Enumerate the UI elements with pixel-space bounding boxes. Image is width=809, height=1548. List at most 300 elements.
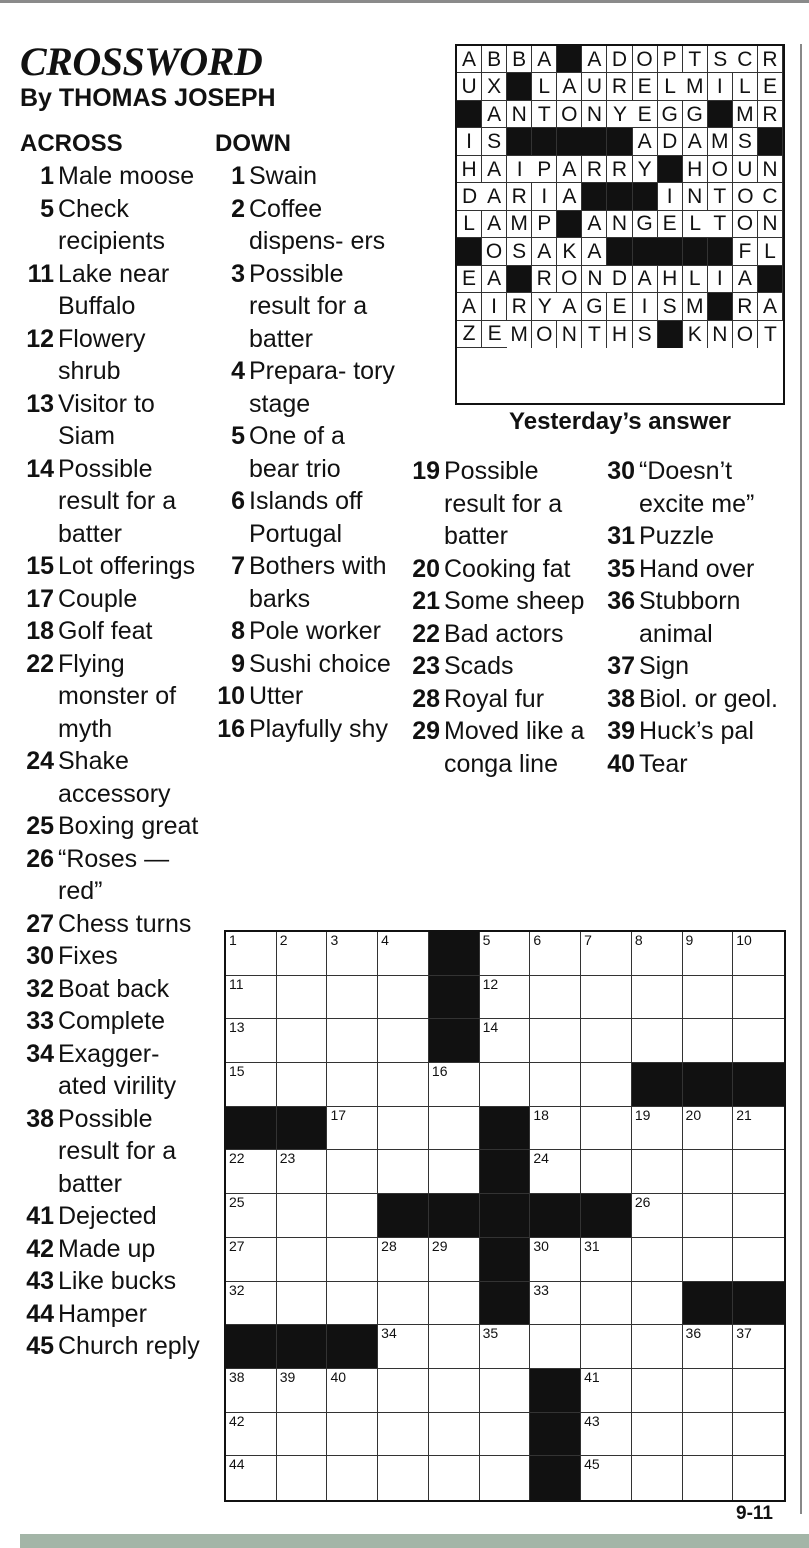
answer-letter-cell: T: [582, 321, 607, 348]
puzzle-cell[interactable]: [429, 1238, 480, 1282]
clue-number: 32: [26, 974, 54, 1003]
puzzle-cell[interactable]: [733, 1107, 784, 1151]
clue-item: [20, 1005, 206, 1038]
clue-text: Coffee dispens- ers: [249, 194, 386, 255]
puzzle-cell[interactable]: [733, 1019, 784, 1063]
puzzle-black-square: [530, 1456, 581, 1500]
answer-letter-cell: M: [683, 293, 708, 320]
clue-text: Bothers with barks: [249, 552, 387, 613]
clue-number: 5: [40, 194, 54, 223]
puzzle-cell[interactable]: [327, 1282, 378, 1326]
puzzle-cell[interactable]: [226, 976, 277, 1020]
puzzle-black-square: [327, 1325, 378, 1369]
answer-letter-cell: A: [457, 46, 482, 73]
puzzle-black-square: [480, 1238, 531, 1282]
puzzle-cell[interactable]: [327, 1456, 378, 1500]
puzzle-black-square: [226, 1107, 277, 1151]
puzzle-cell-number: 39: [279, 1368, 296, 1385]
clue-text: Biol. or geol.: [639, 684, 778, 713]
puzzle-cell[interactable]: [632, 1194, 683, 1238]
answer-letter-cell: X: [482, 73, 507, 100]
clue-item: [605, 553, 785, 586]
clue-item: [605, 683, 785, 716]
puzzle-cell[interactable]: [480, 1019, 531, 1063]
puzzle-cell[interactable]: [733, 932, 784, 976]
answer-black-square: [607, 128, 632, 155]
puzzle-cell[interactable]: [632, 1282, 683, 1326]
clue-text: Couple: [58, 584, 138, 613]
puzzle-cell-number: 23: [279, 1150, 296, 1167]
puzzle-cell[interactable]: [378, 1369, 429, 1413]
clue-item: [605, 715, 785, 748]
puzzle-cell-number: 15: [229, 1063, 245, 1080]
answer-letter-cell: H: [607, 321, 632, 348]
puzzle-cell[interactable]: [480, 1063, 531, 1107]
date-code: 9-11: [736, 1503, 773, 1524]
puzzle-cell[interactable]: [226, 1063, 277, 1107]
answer-letter-cell: C: [733, 46, 758, 73]
puzzle-cell[interactable]: [327, 1150, 378, 1194]
puzzle-black-square: [530, 1413, 581, 1457]
puzzle-black-square: [429, 1194, 480, 1238]
puzzle-cell[interactable]: [733, 1238, 784, 1282]
puzzle-cell[interactable]: [530, 932, 581, 976]
puzzle-cell[interactable]: [378, 1238, 429, 1282]
clue-text: Dejected: [58, 1202, 157, 1230]
puzzle-cell[interactable]: [429, 1413, 480, 1457]
answer-letter-cell: N: [557, 321, 582, 348]
answer-letter-cell: A: [482, 183, 507, 210]
puzzle-cell[interactable]: [277, 932, 328, 976]
puzzle-cell[interactable]: [429, 1107, 480, 1151]
puzzle-cell[interactable]: [733, 1150, 784, 1194]
puzzle-cell[interactable]: [378, 1413, 429, 1457]
puzzle-cell-number: 13: [229, 1019, 245, 1036]
clue-text: Possible result for a batter: [58, 454, 177, 548]
answer-letter-cell: E: [482, 321, 507, 348]
answer-letter-cell: M: [507, 211, 532, 238]
puzzle-cell[interactable]: [683, 976, 734, 1020]
clue-number: 22: [412, 619, 440, 648]
puzzle-cell[interactable]: [733, 976, 784, 1020]
puzzle-cell[interactable]: [683, 1238, 734, 1282]
puzzle-cell[interactable]: [378, 1063, 429, 1107]
clue-number: 15: [26, 552, 54, 580]
puzzle-cell[interactable]: [632, 1369, 683, 1413]
clue-text: Exagger- ated virility: [58, 1039, 177, 1100]
puzzle-cell-number: 37: [736, 1325, 752, 1342]
puzzle-cell[interactable]: [581, 1282, 632, 1326]
down-clue-list-3: [605, 455, 785, 780]
puzzle-cell[interactable]: [581, 932, 632, 976]
puzzle-cell-number: 19: [634, 1106, 651, 1123]
clue-text: Flying monster of myth: [58, 649, 177, 743]
puzzle-cell[interactable]: [277, 1019, 328, 1063]
puzzle-cell[interactable]: [378, 1150, 429, 1194]
puzzle-cell[interactable]: [480, 1456, 531, 1500]
puzzle-cell[interactable]: [632, 1019, 683, 1063]
puzzle-cell[interactable]: [277, 1238, 328, 1282]
clue-item: [215, 193, 395, 258]
answer-letter-cell: O: [482, 238, 507, 265]
puzzle-cell[interactable]: [378, 976, 429, 1020]
clue-number: 4: [231, 357, 245, 385]
answer-letter-cell: O: [557, 266, 582, 293]
clue-text: Moved like a conga line: [444, 717, 585, 778]
clue-item: [20, 648, 206, 746]
clue-item: [605, 650, 785, 683]
puzzle-cell[interactable]: [530, 976, 581, 1020]
answer-letter-cell: I: [708, 266, 733, 293]
answer-letter-cell: T: [532, 101, 557, 128]
clue-text: Chess turns: [58, 909, 192, 938]
clue-item: [20, 1233, 206, 1266]
puzzle-cell[interactable]: [530, 1019, 581, 1063]
puzzle-cell[interactable]: [632, 976, 683, 1020]
puzzle-cell-number: 3: [330, 932, 339, 948]
answer-black-square: [507, 128, 532, 155]
clue-number: 31: [607, 522, 635, 550]
puzzle-cell-number: 1: [229, 932, 237, 948]
answer-letter-cell: E: [633, 73, 658, 100]
puzzle-cell[interactable]: [429, 1282, 480, 1326]
puzzle-cell[interactable]: [327, 1107, 378, 1151]
puzzle-cell[interactable]: [683, 932, 734, 976]
puzzle-cell[interactable]: [530, 1238, 581, 1282]
answer-black-square: [582, 128, 607, 155]
answer-letter-cell: S: [708, 46, 733, 73]
puzzle-cell-number: 44: [229, 1456, 245, 1473]
clue-text: Playfully shy: [249, 714, 388, 743]
puzzle-cell[interactable]: [277, 1369, 328, 1413]
answer-letter-cell: O: [708, 156, 733, 183]
answer-letter-cell: A: [733, 266, 758, 293]
answer-letter-cell: Y: [532, 293, 557, 320]
answer-letter-cell: N: [507, 101, 532, 128]
clue-text: Puzzle: [639, 522, 715, 550]
puzzle-cell[interactable]: [378, 1456, 429, 1500]
answer-letter-cell: F: [733, 238, 758, 265]
puzzle-cell[interactable]: [480, 1325, 531, 1369]
answer-letter-cell: A: [457, 293, 482, 320]
clue-item: [605, 748, 785, 781]
down-clue-list-1: [215, 160, 395, 745]
answer-black-square: [607, 238, 632, 265]
puzzle-cell[interactable]: [378, 1019, 429, 1063]
puzzle-cell[interactable]: [378, 1107, 429, 1151]
answer-letter-cell: I: [708, 73, 733, 100]
clue-text: Lot offerings: [58, 552, 196, 580]
right-column-rule: [800, 44, 802, 1514]
puzzle-cell[interactable]: [632, 1238, 683, 1282]
clue-item: [605, 520, 785, 553]
puzzle-cell[interactable]: [632, 1107, 683, 1151]
puzzle-cell[interactable]: [429, 1325, 480, 1369]
puzzle-cell[interactable]: [277, 976, 328, 1020]
puzzle-cell[interactable]: [581, 1238, 632, 1282]
answer-letter-cell: D: [457, 183, 482, 210]
puzzle-cell[interactable]: [226, 1282, 277, 1326]
clue-number: 44: [26, 1299, 54, 1328]
puzzle-cell[interactable]: [733, 1413, 784, 1457]
answer-black-square: [607, 183, 632, 210]
answer-black-square: [507, 73, 532, 100]
answer-letter-cell: D: [607, 46, 632, 73]
puzzle-cell[interactable]: [632, 1325, 683, 1369]
clue-item: [20, 973, 206, 1006]
puzzle-cell[interactable]: [581, 1019, 632, 1063]
clue-item: [410, 715, 596, 780]
answer-letter-cell: E: [457, 266, 482, 293]
puzzle-cell-number: 24: [533, 1150, 549, 1167]
puzzle-cell[interactable]: [683, 1456, 734, 1500]
answer-black-square: [758, 128, 783, 155]
across-heading: ACROSS: [20, 130, 123, 157]
puzzle-cell[interactable]: [226, 932, 277, 976]
clue-number: 30: [607, 457, 635, 485]
answer-letter-cell: U: [457, 73, 482, 100]
puzzle-cell[interactable]: [226, 1019, 277, 1063]
puzzle-cell[interactable]: [429, 1369, 480, 1413]
clue-item: [605, 455, 785, 520]
puzzle-cell[interactable]: [480, 976, 531, 1020]
answer-letter-cell: M: [507, 321, 532, 348]
puzzle-cell[interactable]: [530, 1150, 581, 1194]
clue-item: [410, 553, 596, 586]
puzzle-black-square: [226, 1325, 277, 1369]
clue-item: [20, 1298, 206, 1331]
puzzle-cell[interactable]: [277, 1150, 328, 1194]
answer-black-square: [758, 266, 783, 293]
clue-item: [20, 258, 206, 323]
puzzle-cell-number: 45: [584, 1456, 600, 1473]
clue-text: Flowery shrub: [58, 324, 146, 385]
answer-letter-cell: T: [708, 211, 733, 238]
answer-letter-cell: N: [683, 183, 708, 210]
puzzle-cell[interactable]: [632, 1150, 683, 1194]
puzzle-cell[interactable]: [581, 1107, 632, 1151]
puzzle-cell[interactable]: [480, 1369, 531, 1413]
clue-text: Male moose: [58, 162, 195, 190]
puzzle-cell[interactable]: [632, 1456, 683, 1500]
puzzle-black-square: [277, 1325, 328, 1369]
puzzle-cell[interactable]: [226, 1150, 277, 1194]
clue-number: 27: [26, 909, 54, 938]
puzzle-cell[interactable]: [530, 1063, 581, 1107]
answer-letter-cell: A: [482, 101, 507, 128]
answer-letter-cell: E: [607, 293, 632, 320]
puzzle-cell[interactable]: [277, 1456, 328, 1500]
clue-item: [20, 810, 206, 843]
answer-letter-cell: A: [482, 211, 507, 238]
puzzle-cell[interactable]: [581, 1369, 632, 1413]
clue-text: Cooking fat: [444, 554, 571, 583]
puzzle-cell-number: 31: [584, 1237, 600, 1254]
answer-letter-cell: L: [683, 211, 708, 238]
answer-letter-cell: L: [733, 73, 758, 100]
clue-number: 38: [26, 1104, 54, 1133]
answer-letter-cell: B: [507, 46, 532, 73]
puzzle-cell[interactable]: [683, 1107, 734, 1151]
answer-letter-cell: H: [658, 266, 683, 293]
clue-number: 24: [26, 747, 54, 775]
puzzle-black-square: [429, 976, 480, 1020]
clue-item: [215, 258, 395, 356]
answer-letter-cell: A: [557, 73, 582, 100]
puzzle-cell[interactable]: [327, 932, 378, 976]
puzzle-cell[interactable]: [480, 1413, 531, 1457]
clue-number: 40: [607, 749, 635, 778]
puzzle-cell[interactable]: [429, 1063, 480, 1107]
puzzle-cell[interactable]: [378, 1282, 429, 1326]
puzzle-cell[interactable]: [581, 976, 632, 1020]
puzzle-cell[interactable]: [327, 1369, 378, 1413]
puzzle-cell[interactable]: [277, 1063, 328, 1107]
clue-item: [20, 323, 206, 388]
puzzle-cell[interactable]: [277, 1413, 328, 1457]
puzzle-cell[interactable]: [683, 1369, 734, 1413]
answer-black-square: [658, 238, 683, 265]
clue-item: [20, 940, 206, 973]
puzzle-cell[interactable]: [530, 1282, 581, 1326]
puzzle-cell[interactable]: [277, 1194, 328, 1238]
puzzle-cell[interactable]: [733, 1194, 784, 1238]
answer-letter-cell: G: [658, 101, 683, 128]
puzzle-cell[interactable]: [530, 1325, 581, 1369]
clue-item: [20, 193, 206, 258]
puzzle-cell[interactable]: [683, 1325, 734, 1369]
answer-letter-cell: R: [532, 266, 557, 293]
puzzle-cell-number: 34: [381, 1325, 397, 1342]
puzzle-cell-number: 22: [229, 1150, 245, 1167]
puzzle-cell[interactable]: [581, 1413, 632, 1457]
puzzle-cell[interactable]: [226, 1413, 277, 1457]
puzzle-cell[interactable]: [530, 1107, 581, 1151]
puzzle-cell[interactable]: [378, 1325, 429, 1369]
clue-number: 22: [26, 649, 54, 678]
puzzle-cell[interactable]: [226, 1194, 277, 1238]
puzzle-cell[interactable]: [733, 1325, 784, 1369]
clue-number: 11: [27, 259, 54, 288]
answer-letter-cell: O: [532, 321, 557, 348]
answer-letter-cell: N: [708, 321, 733, 348]
answer-black-square: [582, 183, 607, 210]
answer-letter-cell: M: [733, 101, 758, 128]
clue-item: [20, 583, 206, 616]
clue-number: 5: [231, 422, 245, 450]
answer-letter-cell: O: [733, 321, 758, 348]
clue-item: [215, 680, 395, 713]
answer-letter-cell: N: [582, 101, 607, 128]
puzzle-cell[interactable]: [683, 1150, 734, 1194]
answer-letter-cell: R: [758, 101, 783, 128]
clue-number: 26: [26, 844, 54, 873]
puzzle-cell[interactable]: [226, 1456, 277, 1500]
clue-text: Royal fur: [444, 684, 545, 713]
puzzle-cell[interactable]: [683, 1413, 734, 1457]
clue-number: 28: [412, 684, 440, 713]
answer-black-square: [683, 238, 708, 265]
puzzle-cell[interactable]: [581, 1150, 632, 1194]
puzzle-cell-number: 17: [330, 1106, 347, 1123]
answer-letter-cell: K: [557, 238, 582, 265]
clue-text: Boat back: [58, 974, 170, 1003]
puzzle-cell[interactable]: [327, 976, 378, 1020]
puzzle-cell[interactable]: [277, 1282, 328, 1326]
puzzle-cell[interactable]: [632, 932, 683, 976]
clue-number: 2: [231, 194, 245, 223]
answer-letter-cell: A: [532, 46, 557, 73]
answer-letter-cell: E: [658, 211, 683, 238]
clue-item: [20, 453, 206, 551]
clue-text: Islands off Portugal: [249, 487, 363, 548]
clue-item: [20, 1265, 206, 1298]
puzzle-cell-number: 6: [533, 932, 542, 948]
clue-text: Some sheep: [444, 587, 585, 615]
clue-number: 12: [26, 324, 54, 353]
clue-item: [20, 908, 206, 941]
clue-number: 1: [231, 162, 245, 190]
clue-item: [20, 745, 206, 810]
puzzle-cell[interactable]: [327, 1194, 378, 1238]
puzzle-cell[interactable]: [683, 1194, 734, 1238]
puzzle-cell-number: 40: [330, 1368, 347, 1385]
puzzle-cell[interactable]: [733, 1456, 784, 1500]
answer-letter-cell: L: [658, 73, 683, 100]
puzzle-cell[interactable]: [581, 1456, 632, 1500]
answer-letter-cell: K: [683, 321, 708, 348]
puzzle-cell-number: 36: [685, 1325, 702, 1342]
clue-text: Shake accessory: [58, 747, 171, 808]
puzzle-cell[interactable]: [327, 1413, 378, 1457]
answer-black-square: [708, 101, 733, 128]
puzzle-cell[interactable]: [480, 932, 531, 976]
clue-text: Pole worker: [249, 617, 381, 645]
answer-letter-cell: A: [582, 238, 607, 265]
puzzle-cell[interactable]: [733, 1369, 784, 1413]
bottom-band: [20, 1534, 809, 1548]
answer-letter-cell: R: [733, 293, 758, 320]
puzzle-cell[interactable]: [429, 1150, 480, 1194]
puzzle-cell[interactable]: [327, 1238, 378, 1282]
across-clue-list: [20, 160, 206, 1363]
puzzle-black-square: [683, 1063, 734, 1107]
puzzle-cell[interactable]: [327, 1063, 378, 1107]
puzzle-black-square: [480, 1282, 531, 1326]
answer-black-square: [507, 266, 532, 293]
puzzle-cell-number: 2: [279, 932, 288, 948]
puzzle-cell[interactable]: [683, 1019, 734, 1063]
clue-text: Hamper: [58, 1299, 147, 1328]
puzzle-cell[interactable]: [581, 1325, 632, 1369]
puzzle-cell-number: 16: [431, 1063, 448, 1080]
puzzle-cell[interactable]: [226, 1238, 277, 1282]
puzzle-cell[interactable]: [429, 1456, 480, 1500]
answer-letter-cell: M: [708, 128, 733, 155]
puzzle-cell[interactable]: [632, 1413, 683, 1457]
puzzle-cell[interactable]: [226, 1369, 277, 1413]
clue-number: 34: [26, 1039, 54, 1068]
clue-item: [410, 618, 596, 651]
puzzle-cell[interactable]: [327, 1019, 378, 1063]
clue-number: 3: [231, 259, 245, 288]
clue-item: [410, 585, 596, 618]
answer-letter-cell: R: [507, 183, 532, 210]
puzzle-cell[interactable]: [581, 1063, 632, 1107]
answer-black-square: [708, 293, 733, 320]
puzzle-black-square: [632, 1063, 683, 1107]
puzzle-cell[interactable]: [378, 932, 429, 976]
